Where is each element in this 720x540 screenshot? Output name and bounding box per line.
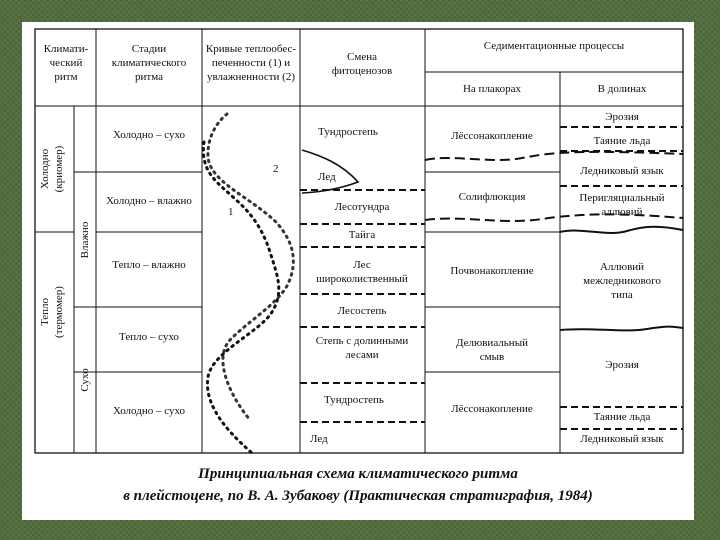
table-grid [35,29,683,453]
header-phyto-1: Смена [347,51,377,63]
rhythm-warm-sub: (термомер) [53,286,65,338]
stage-1: Холодно – сухо [112,129,186,141]
valley-erosion-bottom: Эрозия [605,359,639,371]
valley-periglacial-2: аллювий [601,206,643,218]
phyto-taiga: Тайга [348,229,376,241]
phyto-ice-bottom: Лед [310,433,328,445]
phyto-broadleaf-2: широколиственный [316,273,408,285]
phyto-steppe-2: лесами [345,349,379,361]
valley-glacier-bottom: Ледниковый язык [580,433,664,445]
moisture-curve-2 [208,114,293,420]
caption-line-1: Принципиальная схема климатического ритма [198,466,518,482]
plakor-loess-top: Лёссонакопление [451,130,533,142]
stage-5: Холодно – сухо [112,405,186,417]
slide [22,22,694,520]
valley-interglacial-3: типа [611,289,633,301]
caption-line-2: в плейстоцене, по В. А. Зубакову (Практическая стратиграфия, 1984) [123,488,593,504]
curve-label-2: 2 [273,163,279,175]
climatic-rhythm-diagram [22,22,694,462]
phyto-ice-top: Лед [318,171,336,183]
phyto-tundra-top: Тундростепь [318,126,378,138]
phyto-forest-tundra: Лесотундра [334,201,390,213]
plakor-soil: Почвонакопление [450,265,534,277]
phyto-broadleaf-1: Лес [353,259,371,271]
header-stages-3: ритма [135,71,163,83]
phyto-forest-steppe: Лесостепь [337,305,387,317]
header-rhythm-1: Климати- [43,43,89,55]
rhythm-dry: Сухо [79,368,91,392]
header-plakor: На плакорах [462,83,522,95]
plakor-deluvial-2: смыв [479,351,505,363]
valley-interglacial-1: Аллювий [599,261,645,273]
valley-ice-melt-bottom: Таяние льда [593,411,651,423]
rhythm-cold: Холодно [39,148,51,190]
phyto-tundra-bottom: Тундростепь [324,394,384,406]
valley-glacier-top: Ледниковый язык [580,165,664,177]
header-stages-2: климатического [111,57,187,69]
header-rhythm-2: ческий [49,57,83,69]
rhythm-cold-sub: (криомер) [53,145,65,193]
header-curves-2: печенности (1) и [211,57,291,69]
header-rhythm-3: ритм [54,71,78,83]
valley-periglacial-1: Перигляциальный [579,192,665,204]
rhythm-wet: Влажно [79,221,91,259]
plakor-soliflux: Солифлюкция [458,191,526,203]
header-stages-1: Стадии [131,43,167,55]
header-curves-1: Кривые теплообес- [205,43,297,55]
stage-4: Тепло – сухо [119,331,179,343]
header-phyto-2: фитоценозов [331,65,393,77]
valley-erosion-top: Эрозия [605,111,639,123]
header-sed: Седиментационные процессы [483,40,625,52]
header-valleys: В долинах [597,83,647,95]
header-curves-3: увлажненности (2) [207,71,295,83]
phyto-steppe-1: Степь с долинными [315,335,409,347]
valley-ice-melt-top: Таяние льда [593,135,651,147]
rhythm-warm: Тепло [39,297,51,327]
stage-3: Тепло – влажно [112,259,186,271]
plakor-loess-bottom: Лёссонакопление [451,403,533,415]
stage-2: Холодно – влажно [106,195,192,207]
curve-label-1: 1 [228,206,234,218]
valley-interglacial-2: межледникового [583,275,661,287]
plakor-deluvial-1: Делювиальный [456,337,528,349]
